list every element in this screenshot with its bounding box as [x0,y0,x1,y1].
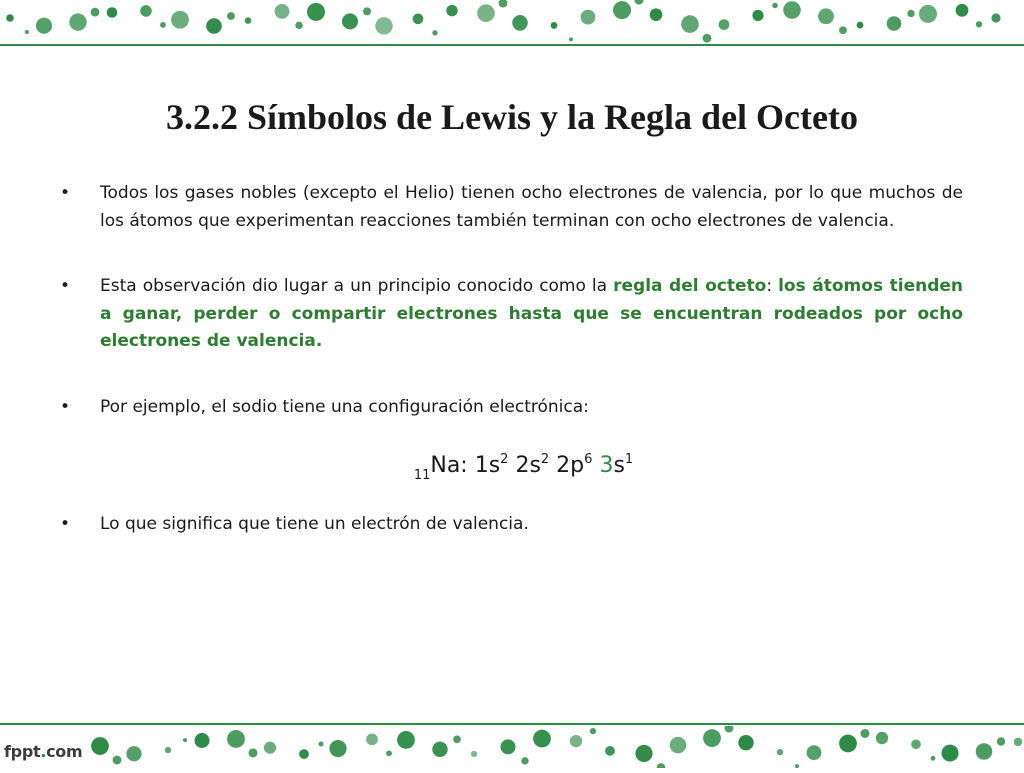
decorative-dot [363,7,371,15]
bullet-item-sodium-example [60,394,963,422]
decorative-dot [931,756,936,761]
decorative-dot [857,22,864,29]
decorative-dot [681,15,699,33]
octet-rule-definition: los átomos tienden a ganar, perder o compartir electrones hasta que se encuentran rodeados por ocho electrones de valencia. [100,276,964,351]
slide-body [60,180,963,539]
decorative-dot [227,730,245,748]
formula-orbital: 2p [549,453,585,478]
decorative-dot [635,0,644,5]
decorative-dot [919,5,937,23]
decorative-dot [670,737,687,754]
decorative-dot [956,4,969,17]
decorative-dot [471,751,477,757]
decorative-dot [319,741,324,746]
decorative-dot [501,739,516,754]
decorative-dot [738,735,753,750]
decorative-dot [91,8,100,17]
bullet-marker: • [60,183,71,203]
decorative-dot [413,14,424,25]
formula-symbol: Na: 1s [430,453,501,478]
bullet-marker: • [60,396,71,417]
decorative-dot [887,16,902,31]
bullet-text: Todos los gases nobles (excepto el Helio) tienen ocho electrones de valencia, por lo que muchos de los átomos que experimentan reacciones también terminan con ocho electrones de valencia. [100,183,963,231]
decorative-dot [366,733,378,745]
decorative-dot [772,3,778,9]
decorative-dot [140,5,152,17]
decorative-dot [818,8,834,24]
decorative-dot [570,735,582,747]
exponent: 2 [540,452,550,467]
decorative-dot [911,739,921,749]
decorative-dot [942,745,959,762]
bullet-marker: • [60,276,71,296]
octet-rule-term: regla del octeto [613,276,767,296]
decorative-dot [839,735,857,753]
decorative-dot [195,733,210,748]
decorative-dot [499,0,508,8]
slide-title: 3.2.2 Símbolos de Lewis y la Regla del Octeto [166,97,858,138]
decorative-dot [329,740,346,757]
decorative-dot [613,1,631,19]
decorative-dot [512,15,528,31]
decorative-dot [477,4,495,22]
decorative-dot [36,18,52,34]
decorative-dot [605,746,615,756]
decorative-dot [126,746,141,761]
decorative-dot [91,737,109,755]
decorative-dot [635,745,652,762]
decorative-dot [997,737,1005,745]
decorative-dot [533,730,551,748]
separator: : [766,276,779,296]
decorative-dot [657,763,666,768]
decorative-dot [299,749,309,759]
exponent: 1 [624,452,634,467]
decorative-dot [876,732,888,744]
decorative-dot [590,728,596,734]
fppt-logo: fppt.com [4,742,83,761]
decorative-dot [307,3,325,21]
dot-pattern-icon [0,0,1024,48]
decorative-dot [245,17,252,24]
decorative-dot [650,8,663,21]
bullet-marker: • [60,514,71,534]
decorative-dot [581,10,596,25]
decorative-dot [25,30,29,34]
decorative-dot [275,4,290,19]
decorative-dot [386,750,392,756]
dot-pattern-icon [0,726,1024,768]
decorative-dot [725,726,734,733]
bullet-item-noble-gases [60,180,963,235]
decorative-dot [719,19,730,30]
formula-orbital: 2s [508,453,541,478]
top-divider [0,44,1024,46]
electron-configuration [84,451,963,481]
decorative-dot [703,729,721,747]
decorative-dot [295,22,302,29]
valence-orbital: s [613,453,625,478]
decorative-dot [752,10,763,21]
top-dot-decoration [0,0,1024,48]
decorative-dot [206,18,222,34]
bullet-text: Por ejemplo, el sodio tiene una configuración electrónica: [100,396,589,417]
decorative-dot [264,742,276,754]
decorative-dot [976,21,982,27]
exponent: 2 [500,452,509,467]
decorative-dot [453,736,461,744]
decorative-dot [807,745,822,760]
atomic-number: 11 [413,468,431,483]
decorative-dot [551,22,558,29]
decorative-dot [703,34,712,43]
decorative-dot [227,12,235,20]
decorative-dot [432,742,447,757]
decorative-dot [397,731,415,749]
decorative-dot [69,13,86,30]
decorative-dot [6,14,14,22]
decorative-dot [907,10,914,17]
decorative-dot [432,30,437,35]
decorative-dot [976,743,993,760]
decorative-dot [446,5,457,16]
decorative-dot [991,13,1000,22]
bottom-dot-decoration [0,726,1024,768]
exponent: 6 [584,452,593,467]
decorative-dot [113,756,122,765]
decorative-dot [783,1,801,19]
decorative-dot [249,748,258,757]
decorative-dot [183,738,187,742]
decorative-dot [795,764,799,768]
decorative-dot [107,7,118,18]
decorative-dot [521,757,528,764]
decorative-dot [861,729,870,738]
bottom-divider [0,723,1024,725]
decorative-dot [160,22,166,28]
bullet-item-octet-rule [60,273,963,356]
decorative-dot [777,749,783,755]
decorative-dot [839,26,847,34]
bullet-item-valence-electron [60,511,963,539]
decorative-dot [342,13,358,29]
decorative-dot [171,11,189,29]
bullet-text: Lo que significa que tiene un electrón de valencia. [100,514,529,534]
bullet-text: Esta observación dio lugar a un principio conocido como la [100,276,614,296]
decorative-dot [165,747,171,753]
valence-shell-number: 3 [599,453,614,478]
decorative-dot [569,37,573,41]
decorative-dot [1014,738,1023,747]
decorative-dot [375,17,392,34]
